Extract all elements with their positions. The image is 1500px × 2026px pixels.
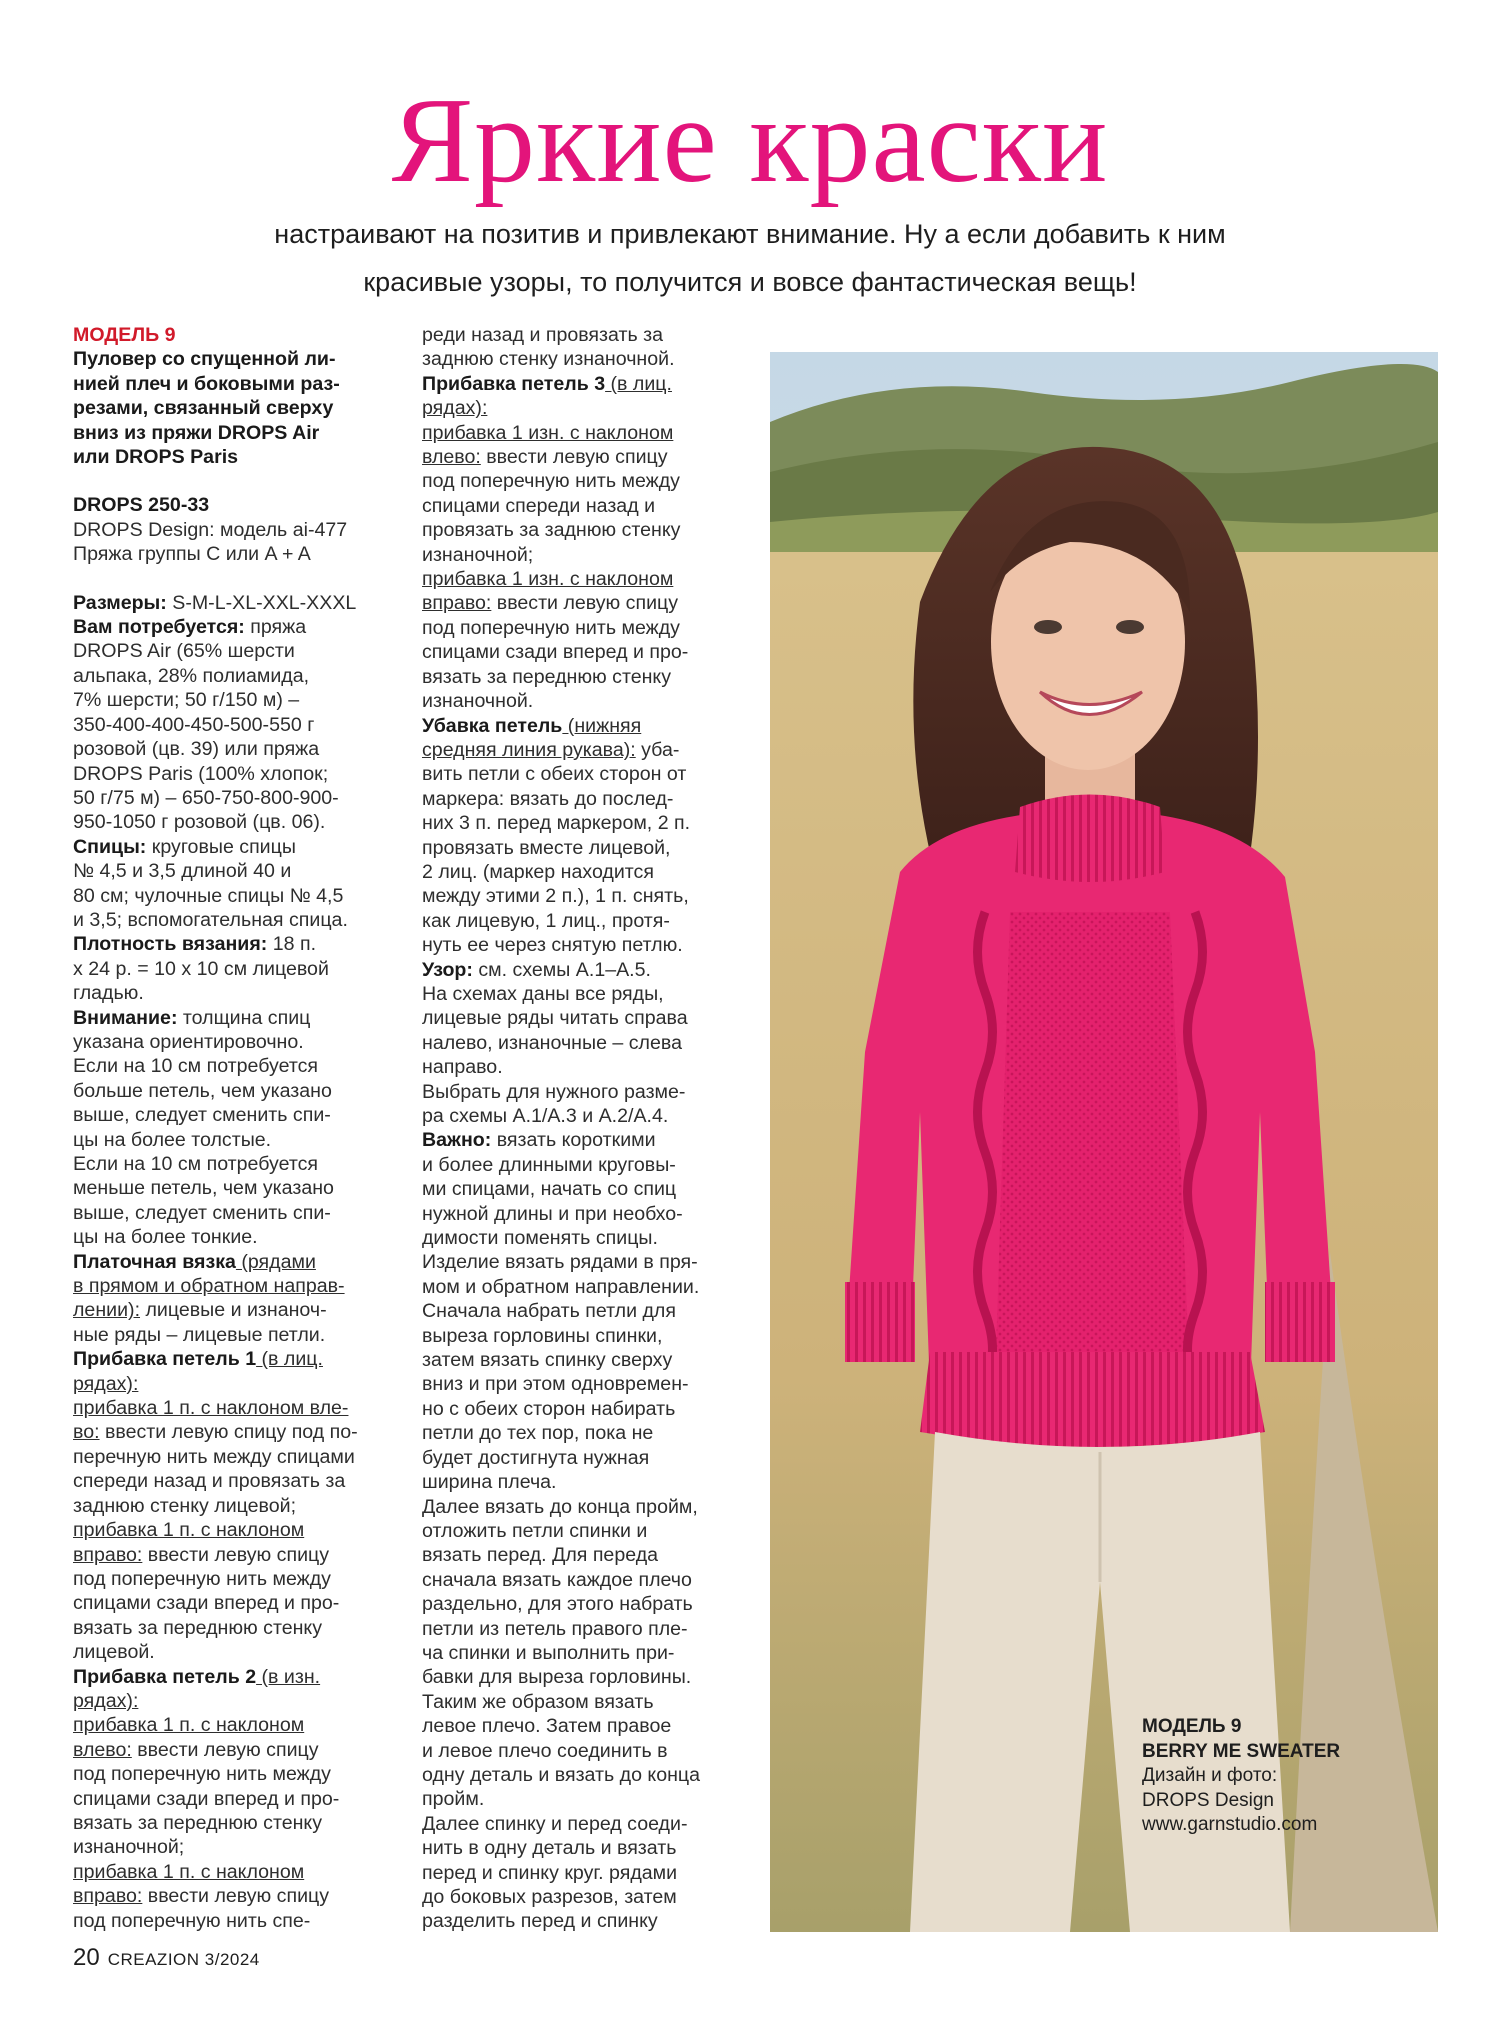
text-line: и левое плечо соединить в <box>422 1739 668 1762</box>
text-line: спицами сзади вперед и про- <box>73 1787 340 1810</box>
text-line: налево, изнаночные – слева <box>422 1031 682 1054</box>
page-title: Яркие краски <box>391 73 1109 208</box>
text-line: спицами сзади вперед и про- <box>73 1592 340 1615</box>
increase-3-block: Прибавка петель 3 (в лиц. рядах): прибавка 1 изн. с наклоном влево: ввести левую спицу под поперечную нить между спицами спереди назад и провязать за заднюю стенку изнаночной; прибавка 1 изн. с наклоном вправо: ввести левую спицу под поперечную нить между спицами сзади вперед и про- вязать за переднюю стенку изнаночной. <box>422 372 689 713</box>
text-line: раздельно, для этого набрать <box>422 1593 693 1616</box>
text-line: На схемах даны все ряды, <box>422 982 664 1005</box>
text-line: № 4,5 и 3,5 длиной 40 и <box>73 860 292 883</box>
model-design: DROPS Design: модель ai-477 <box>73 518 348 541</box>
text-line: перед и спинку круг. рядами <box>422 1861 678 1884</box>
continued-text <box>422 323 742 372</box>
text-column-2 <box>422 323 742 1934</box>
text-line: резами, связанный сверху <box>73 397 334 420</box>
text-line: спереди назад и провязать за <box>73 1470 346 1493</box>
caption-credit-label: Дизайн и фото: <box>1142 1765 1278 1786</box>
text-line: выше, следует сменить спи- <box>73 1201 331 1224</box>
caption-name: BERRY ME SWEATER <box>1142 1740 1341 1762</box>
text-line: под поперечную нить между <box>73 1763 331 1786</box>
text-line: 950-1050 г розовой (цв. 06). <box>73 811 326 834</box>
text-line: ча спинки и выполнить при- <box>422 1641 675 1664</box>
important-block: Важно: вязать короткими и более длинными круговы- ми спицами, начать со спиц нужной длины и при необхо- димости поменять спицы. Изделие вязать рядами в пря- мом и обратном направлении. Сначала набрать петли для выреза горловины спинки, затем вязать спинку сверху вниз и при этом одновремен- но с обеих сторон набирать петли до тех пор, пока не будет достигнута нужная ширина плеча. Далее вязать до конца пройм, отложить петли спинки и вязать перед. Для переда сначала вязать каждое плечо раздельно, для этого набрать петли из петель правого пле- ча спинки и выполнить при- бавки для выреза горловины. Таким же образом вязать левое плечо. Затем правое и левое плечо соединить в одну деталь и вязать до конца пройм. Далее спинку и перед соеди- нить в одну деталь и вязать перед и спинку круг. рядами до боковых разрезов, затем разделить перед и спинку <box>422 1129 701 1933</box>
text-line: круговые спицы <box>146 835 296 858</box>
text-line: как лицевую, 1 лиц., протя- <box>422 909 670 932</box>
text-line: заднюю стенку лицевой; <box>73 1494 297 1517</box>
model-code: DROPS 250-33 <box>73 494 210 517</box>
text-line: нужной длины и при необхо- <box>422 1202 683 1225</box>
text-line: цы на более тонкие. <box>73 1226 258 1249</box>
text-line: DROPS Air (65% шерсти <box>73 640 295 663</box>
text-line: будет достигнута нужная <box>422 1446 650 1469</box>
text-line: направо. <box>422 1056 503 1079</box>
text-line: 80 см; чулочные спицы № 4,5 <box>73 884 344 907</box>
text-line: Если на 10 см потребуется <box>73 1055 318 1078</box>
text-line: разделить перед и спинку <box>422 1910 658 1933</box>
text-line: спицами спереди назад и <box>422 494 656 517</box>
text-line: вить петли с обеих сторон от <box>422 763 687 786</box>
sizes-line: Размеры: S-M-L-XL-XXL-XXXL <box>73 591 357 614</box>
text-line: пряжа <box>244 616 307 639</box>
text-line: толщина спиц <box>177 1006 311 1029</box>
model-title <box>73 347 393 469</box>
text-line: них 3 п. перед маркером, 2 п. <box>422 812 691 835</box>
increase-2-block: Прибавка петель 2 (в изн. рядах): прибавка 1 п. с наклоном влево: ввести левую спицу под поперечную нить между спицами сзади вперед и про- вязать за переднюю стенку изнаночной; прибавка 1 п. с наклоном вправо: ввести левую спицу под поперечную нить спе- <box>73 1665 340 1932</box>
text-line: под поперечную нить между <box>422 616 680 639</box>
text-line: выше, следует сменить спи- <box>73 1104 331 1127</box>
model-photo <box>770 352 1438 1932</box>
text-line: перечную нить между спицами <box>73 1445 355 1468</box>
photo-illustration <box>770 352 1438 1932</box>
caption-url: www.garnstudio.com <box>1142 1814 1318 1835</box>
decrease-block: Убавка петель (нижняя средняя линия рукава): уба- вить петли с обеих сторон от маркера: вязать до послед- них 3 п. перед маркером, 2 п. провязать вместе лицевой, 2 лиц. (маркер находится между этими 2 п.), 1 п. снять, как лицевую, 1 лиц., протя- нуть ее через снятую петлю. <box>422 714 691 957</box>
text-line: Изделие вязать рядами в пря- <box>422 1251 698 1274</box>
text-column-1 <box>73 323 393 1933</box>
text-line: вязать за переднюю стенку <box>422 665 672 688</box>
text-line: провязать за заднюю стенку <box>422 519 681 542</box>
text-line: х 24 р. = 10 х 10 см лицевой <box>73 957 329 980</box>
model-label: МОДЕЛЬ 9 <box>73 324 176 346</box>
caption-credit: DROPS Design <box>1142 1789 1274 1811</box>
subtitle-line: красивые узоры, то получится и вовсе фантастическая вещь! <box>363 267 1137 297</box>
text-line: Если на 10 см потребуется <box>73 1153 318 1175</box>
attention-block: Внимание: толщина спиц указана ориентировочно. Если на 10 см потребуется больше петель, чем указано выше, следует сменить спи- цы на более толстые. Если на 10 см потребуется меньше петель, чем указано выше, следует сменить спи- цы на более тонкие. <box>73 1006 334 1249</box>
text-line: розовой (цв. 39) или пряжа <box>73 738 320 761</box>
text-line: Выбрать для нужного разме- <box>422 1080 686 1103</box>
page-footer <box>73 1944 260 1972</box>
text-line: под поперечную нить между <box>422 470 680 493</box>
materials-block: Вам потребуется: пряжа DROPS Air (65% шерсти альпака, 28% полиамида, 7% шерсти; 50 г/150 м) – 350-400-400-450-500-550 г розовой (цв. 39) или пряжа DROPS Paris (100% хлопок; 50 г/75 м) – 650-750-800-900- 950-1050 г розовой (цв. 06). <box>73 616 339 834</box>
text-line: петли из петель правого пле- <box>422 1617 688 1640</box>
text-line: лицевые ряды читать справа <box>422 1007 688 1030</box>
text-line: и более длинными круговы- <box>422 1153 676 1176</box>
text-line: см. схемы А.1–А.5. <box>472 958 651 981</box>
text-line: мом и обратном направлении. <box>422 1275 700 1298</box>
caption-model: МОДЕЛЬ 9 <box>1142 1716 1242 1737</box>
text-line: нить в одну деталь и вязать <box>422 1837 677 1860</box>
text-line: больше петель, чем указано <box>73 1079 332 1102</box>
text-line: Сначала набрать петли для <box>422 1300 676 1323</box>
text-line: или DROPS Paris <box>73 446 239 469</box>
text-line: лицевой. <box>73 1641 155 1664</box>
magazine-issue: CREAZION 3/2024 <box>107 1950 260 1969</box>
text-line: нуть ее через снятую петлю. <box>422 934 683 957</box>
increase-1-block: Прибавка петель 1 (в лиц. рядах): прибавка 1 п. с наклоном вле- во: ввести левую спицу под по- перечную нить между спицами спереди назад и провязать за заднюю стенку лицевой; прибавка 1 п. с наклоном вправо: ввести левую спицу под поперечную нить между спицами сзади вперед и про- вязать за переднюю стенку лицевой. <box>73 1348 358 1664</box>
page-number: 20 <box>73 1944 100 1971</box>
pattern-block: Узор: см. схемы А.1–А.5. На схемах даны все ряды, лицевые ряды читать справа налево, изнаночные – слева направо. Выбрать для нужного разме- ра схемы А.1/А.3 и А.2/А.4. <box>422 958 688 1127</box>
text-line: одну деталь и вязать до конца <box>422 1763 701 1786</box>
photo-caption <box>1142 1715 1340 1838</box>
page-subtitle <box>150 210 1350 306</box>
text-line: Таким же образом вязать <box>422 1690 654 1713</box>
text-line: левое плечо. Затем правое <box>422 1715 672 1738</box>
text-line: вниз и при этом одновремен- <box>422 1373 689 1396</box>
subtitle-line: настраивают на позитив и привлекают внимание. Ну а если добавить к ним <box>274 219 1226 249</box>
text-line: Далее спинку и перед соеди- <box>422 1812 688 1835</box>
text-line: ширина плеча. <box>422 1471 557 1494</box>
text-line: бавки для выреза горловины. <box>422 1666 692 1689</box>
text-line: ра схемы А.1/А.3 и А.2/А.4. <box>422 1105 669 1127</box>
text-line: изнаночной; <box>73 1836 185 1859</box>
text-line: но с обеих сторон набирать <box>422 1397 676 1420</box>
text-line: 50 г/75 м) – 650-750-800-900- <box>73 786 339 809</box>
text-line: вниз из пряжи DROPS Air <box>73 421 320 444</box>
text-line: указана ориентировочно. <box>73 1030 304 1053</box>
text-line: 18 п. <box>267 933 317 956</box>
text-line: альпака, 28% полиамида, <box>73 664 310 687</box>
text-line: петли до тех пор, пока не <box>422 1422 654 1445</box>
text-line: 7% шерсти; 50 г/150 м) – <box>73 689 300 712</box>
text-line: выреза горловины спинки, <box>422 1324 663 1347</box>
text-line: маркера: вязать до послед- <box>422 787 674 810</box>
text-line: и 3,5; вспомогательная спица. <box>73 908 348 931</box>
text-line: нией плеч и боковыми раз- <box>73 372 340 395</box>
yarn-group: Пряжа группы C или A + A <box>73 543 311 566</box>
text-line: вязать за переднюю стенку <box>73 1616 323 1639</box>
text-line: провязать вместе лицевой, <box>422 836 671 859</box>
text-line: пройм. <box>422 1788 485 1811</box>
text-line: 350-400-400-450-500-550 г <box>73 713 315 736</box>
text-line: заднюю стенку изнаночной. <box>422 348 675 371</box>
needles-block: Спицы: круговые спицы № 4,5 и 3,5 длиной 40 и 80 см; чулочные спицы № 4,5 и 3,5; вспомогательная спица. <box>73 835 348 931</box>
text-line: Далее вязать до конца пройм, <box>422 1495 698 1518</box>
text-line: ми спицами, начать со спиц <box>422 1178 677 1201</box>
text-line: реди назад и провязать за <box>422 324 663 346</box>
text-line: спицами сзади вперед и про- <box>422 641 689 664</box>
text-line: изнаночной. <box>422 690 534 713</box>
text-line: димости поменять спицы. <box>422 1227 658 1250</box>
text-line: DROPS Paris (100% хлопок; <box>73 762 329 785</box>
text-line: до боковых разрезов, затем <box>422 1886 677 1908</box>
text-line: сначала вязать каждое плечо <box>422 1568 692 1591</box>
gauge-block: Плотность вязания: 18 п. х 24 р. = 10 х 10 см лицевой гладью. <box>73 933 329 1005</box>
text-line: вязать короткими <box>491 1129 656 1152</box>
text-line: затем вязать спинку сверху <box>422 1349 673 1372</box>
text-line: Пуловер со спущенной ли- <box>73 348 336 371</box>
text-line: вязать перед. Для переда <box>422 1544 659 1567</box>
text-line: между этими 2 п.), 1 п. снять, <box>422 885 689 908</box>
garter-block: Платочная вязка (рядами в прямом и обратном направ- лении): лицевые и изнаноч- ные ряды – лицевые петли. <box>73 1250 345 1346</box>
text-line: цы на более толстые. <box>73 1128 272 1151</box>
text-line: вязать за переднюю стенку <box>73 1811 323 1834</box>
text-line: отложить петли спинки и <box>422 1519 648 1542</box>
text-line: изнаночной; <box>422 543 534 566</box>
text-line: гладью. <box>73 982 144 1005</box>
text-line: меньше петель, чем указано <box>73 1177 334 1200</box>
text-line: 2 лиц. (маркер находится <box>422 860 654 883</box>
text-line: под поперечную нить между <box>73 1567 331 1590</box>
